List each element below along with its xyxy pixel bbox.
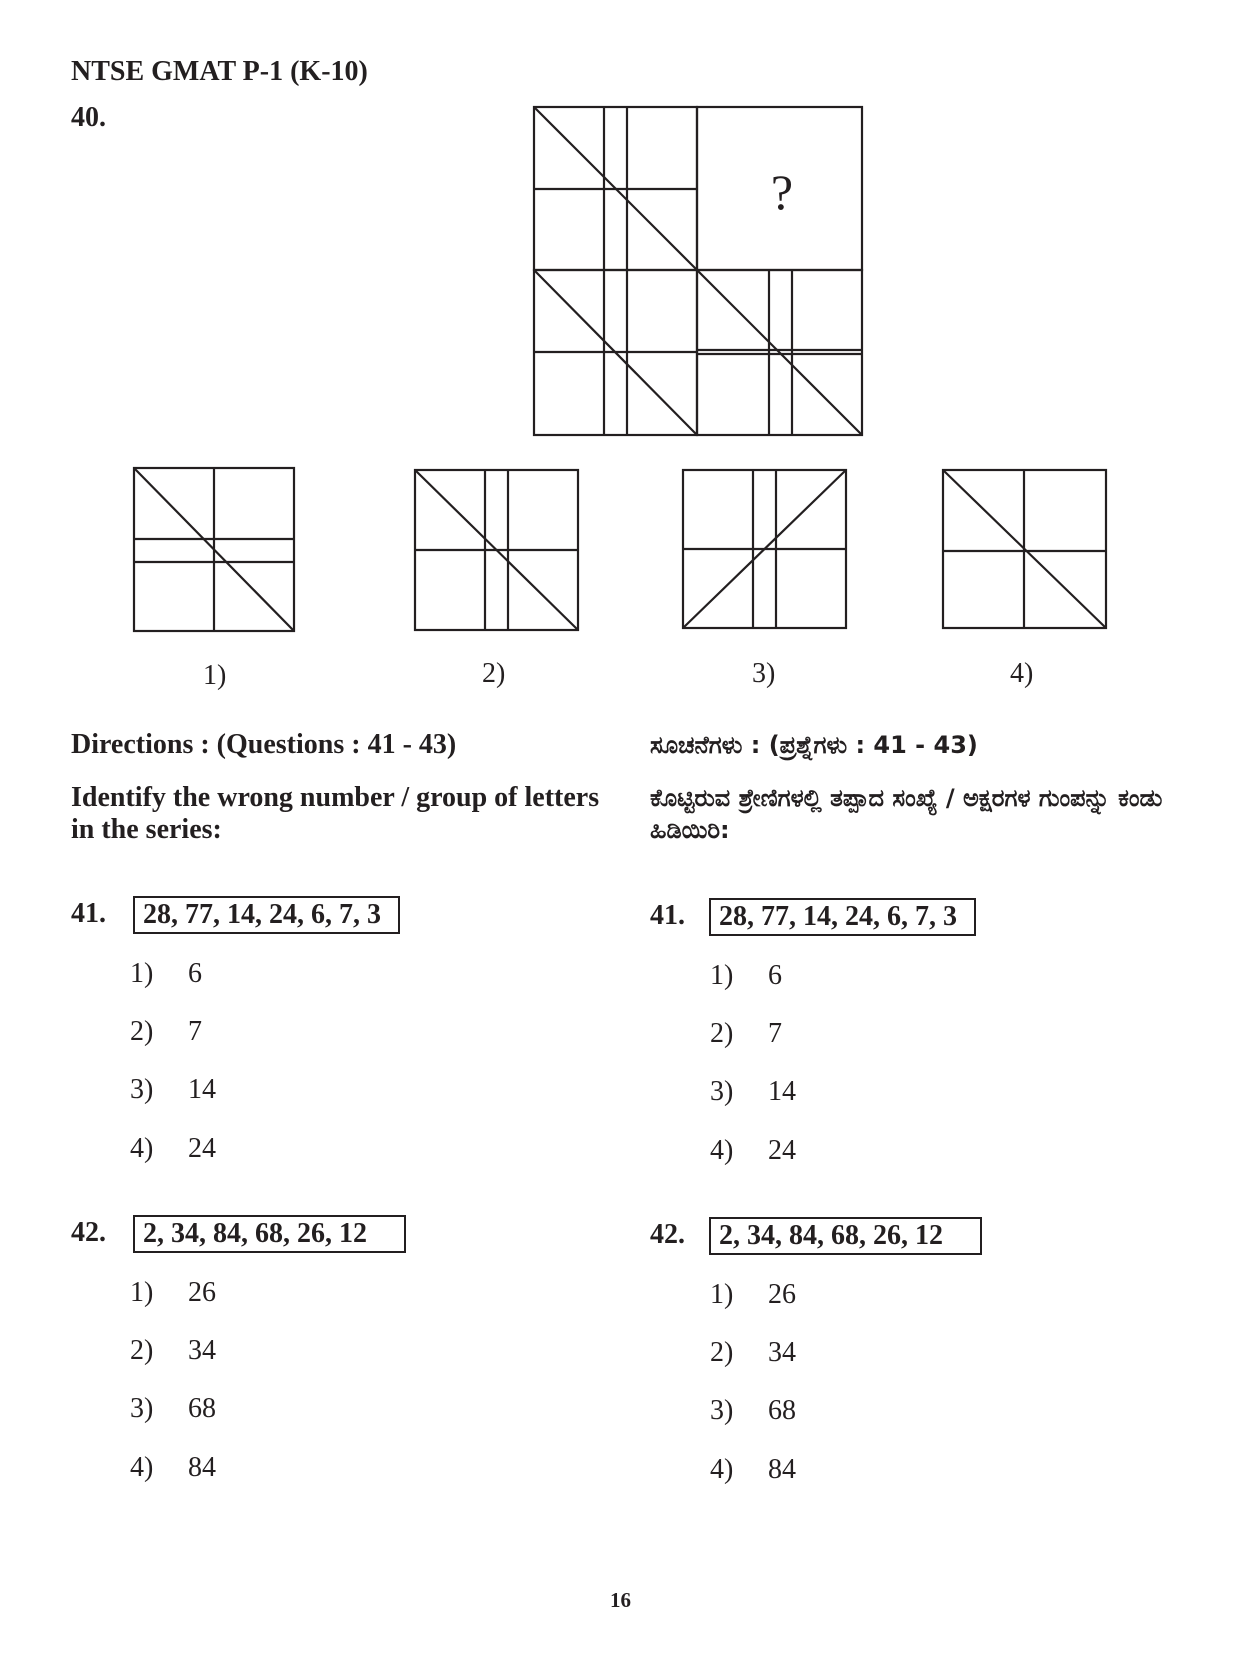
q41-option-3[interactable]: 3) 14: [130, 1074, 216, 1105]
answer-label-2: 2): [482, 658, 506, 689]
q42-option-3[interactable]: 3) 68: [130, 1393, 216, 1424]
answer-figure-2[interactable]: [415, 470, 578, 630]
question-42-number-kn: 42.: [650, 1219, 685, 1250]
q41-option-1[interactable]: 1) 6: [130, 958, 202, 989]
answer-figure-1[interactable]: [134, 468, 294, 631]
answer-figure-4[interactable]: [943, 470, 1106, 628]
q42-option-4-kn[interactable]: 4) 84: [710, 1454, 796, 1485]
question-40-figure: [534, 107, 862, 435]
q42-option-3-kn[interactable]: 3) 68: [710, 1395, 796, 1426]
q42-option-1[interactable]: 1) 26: [130, 1277, 216, 1308]
page-number: 16: [610, 1588, 631, 1612]
answer-figure-3[interactable]: [683, 470, 846, 628]
directions-text-en: Identify the wrong number / group of letters in the series:: [71, 782, 600, 845]
question-40-number: 40.: [71, 102, 106, 133]
question-42-series-kn: 2, 34, 84, 68, 26, 12: [709, 1217, 982, 1255]
q41-option-4[interactable]: 4) 24: [130, 1133, 216, 1164]
question-mark: ?: [770, 164, 794, 220]
directions-text-kn: ಕೊಟ್ಟಿರುವ ಶ್ರೇಣಿಗಳಲ್ಲಿ ತಪ್ಪಾದ ಸಂಖ್ಯೆ / ಅಕ್ಷರಗಳ ಗುಂಪನ್ನು ಕಂಡು ಹಿಡಿಯಿರಿ:: [650, 784, 1163, 844]
q42-option-4[interactable]: 4) 84: [130, 1452, 216, 1483]
q41-option-3-kn[interactable]: 3) 14: [710, 1076, 796, 1107]
answer-label-1: 1): [203, 660, 227, 691]
directions-title-en: Directions : (Questions : 41 - 43): [71, 729, 457, 760]
q41-option-2[interactable]: 2) 7: [130, 1016, 202, 1047]
question-41-series-kn: 28, 77, 14, 24, 6, 7, 3: [709, 898, 976, 936]
figure-cell-top-left: [534, 107, 697, 270]
exam-title: NTSE GMAT P-1 (K-10): [71, 56, 368, 87]
q42-option-2[interactable]: 2) 34: [130, 1335, 216, 1366]
question-42-series: 2, 34, 84, 68, 26, 12: [133, 1215, 406, 1253]
question-41-series: 28, 77, 14, 24, 6, 7, 3: [133, 896, 400, 934]
q41-option-1-kn[interactable]: 1) 6: [710, 960, 782, 991]
answer-label-4: 4): [1010, 658, 1034, 689]
q42-option-2-kn[interactable]: 2) 34: [710, 1337, 796, 1368]
answer-label-3: 3): [752, 658, 776, 689]
figure-cell-bottom-left: [534, 270, 697, 435]
q41-option-4-kn[interactable]: 4) 24: [710, 1135, 796, 1166]
question-41-number-kn: 41.: [650, 900, 685, 931]
directions-title-kn: ಸೂಚನೆಗಳು : (ಪ್ರಶ್ನೆಗಳು : 41 - 43): [650, 731, 978, 759]
question-41-number: 41.: [71, 898, 106, 929]
q41-option-2-kn[interactable]: 2) 7: [710, 1018, 782, 1049]
q42-option-1-kn[interactable]: 1) 26: [710, 1279, 796, 1310]
figure-cell-bottom-right: [697, 270, 862, 435]
question-42-number: 42.: [71, 1217, 106, 1248]
